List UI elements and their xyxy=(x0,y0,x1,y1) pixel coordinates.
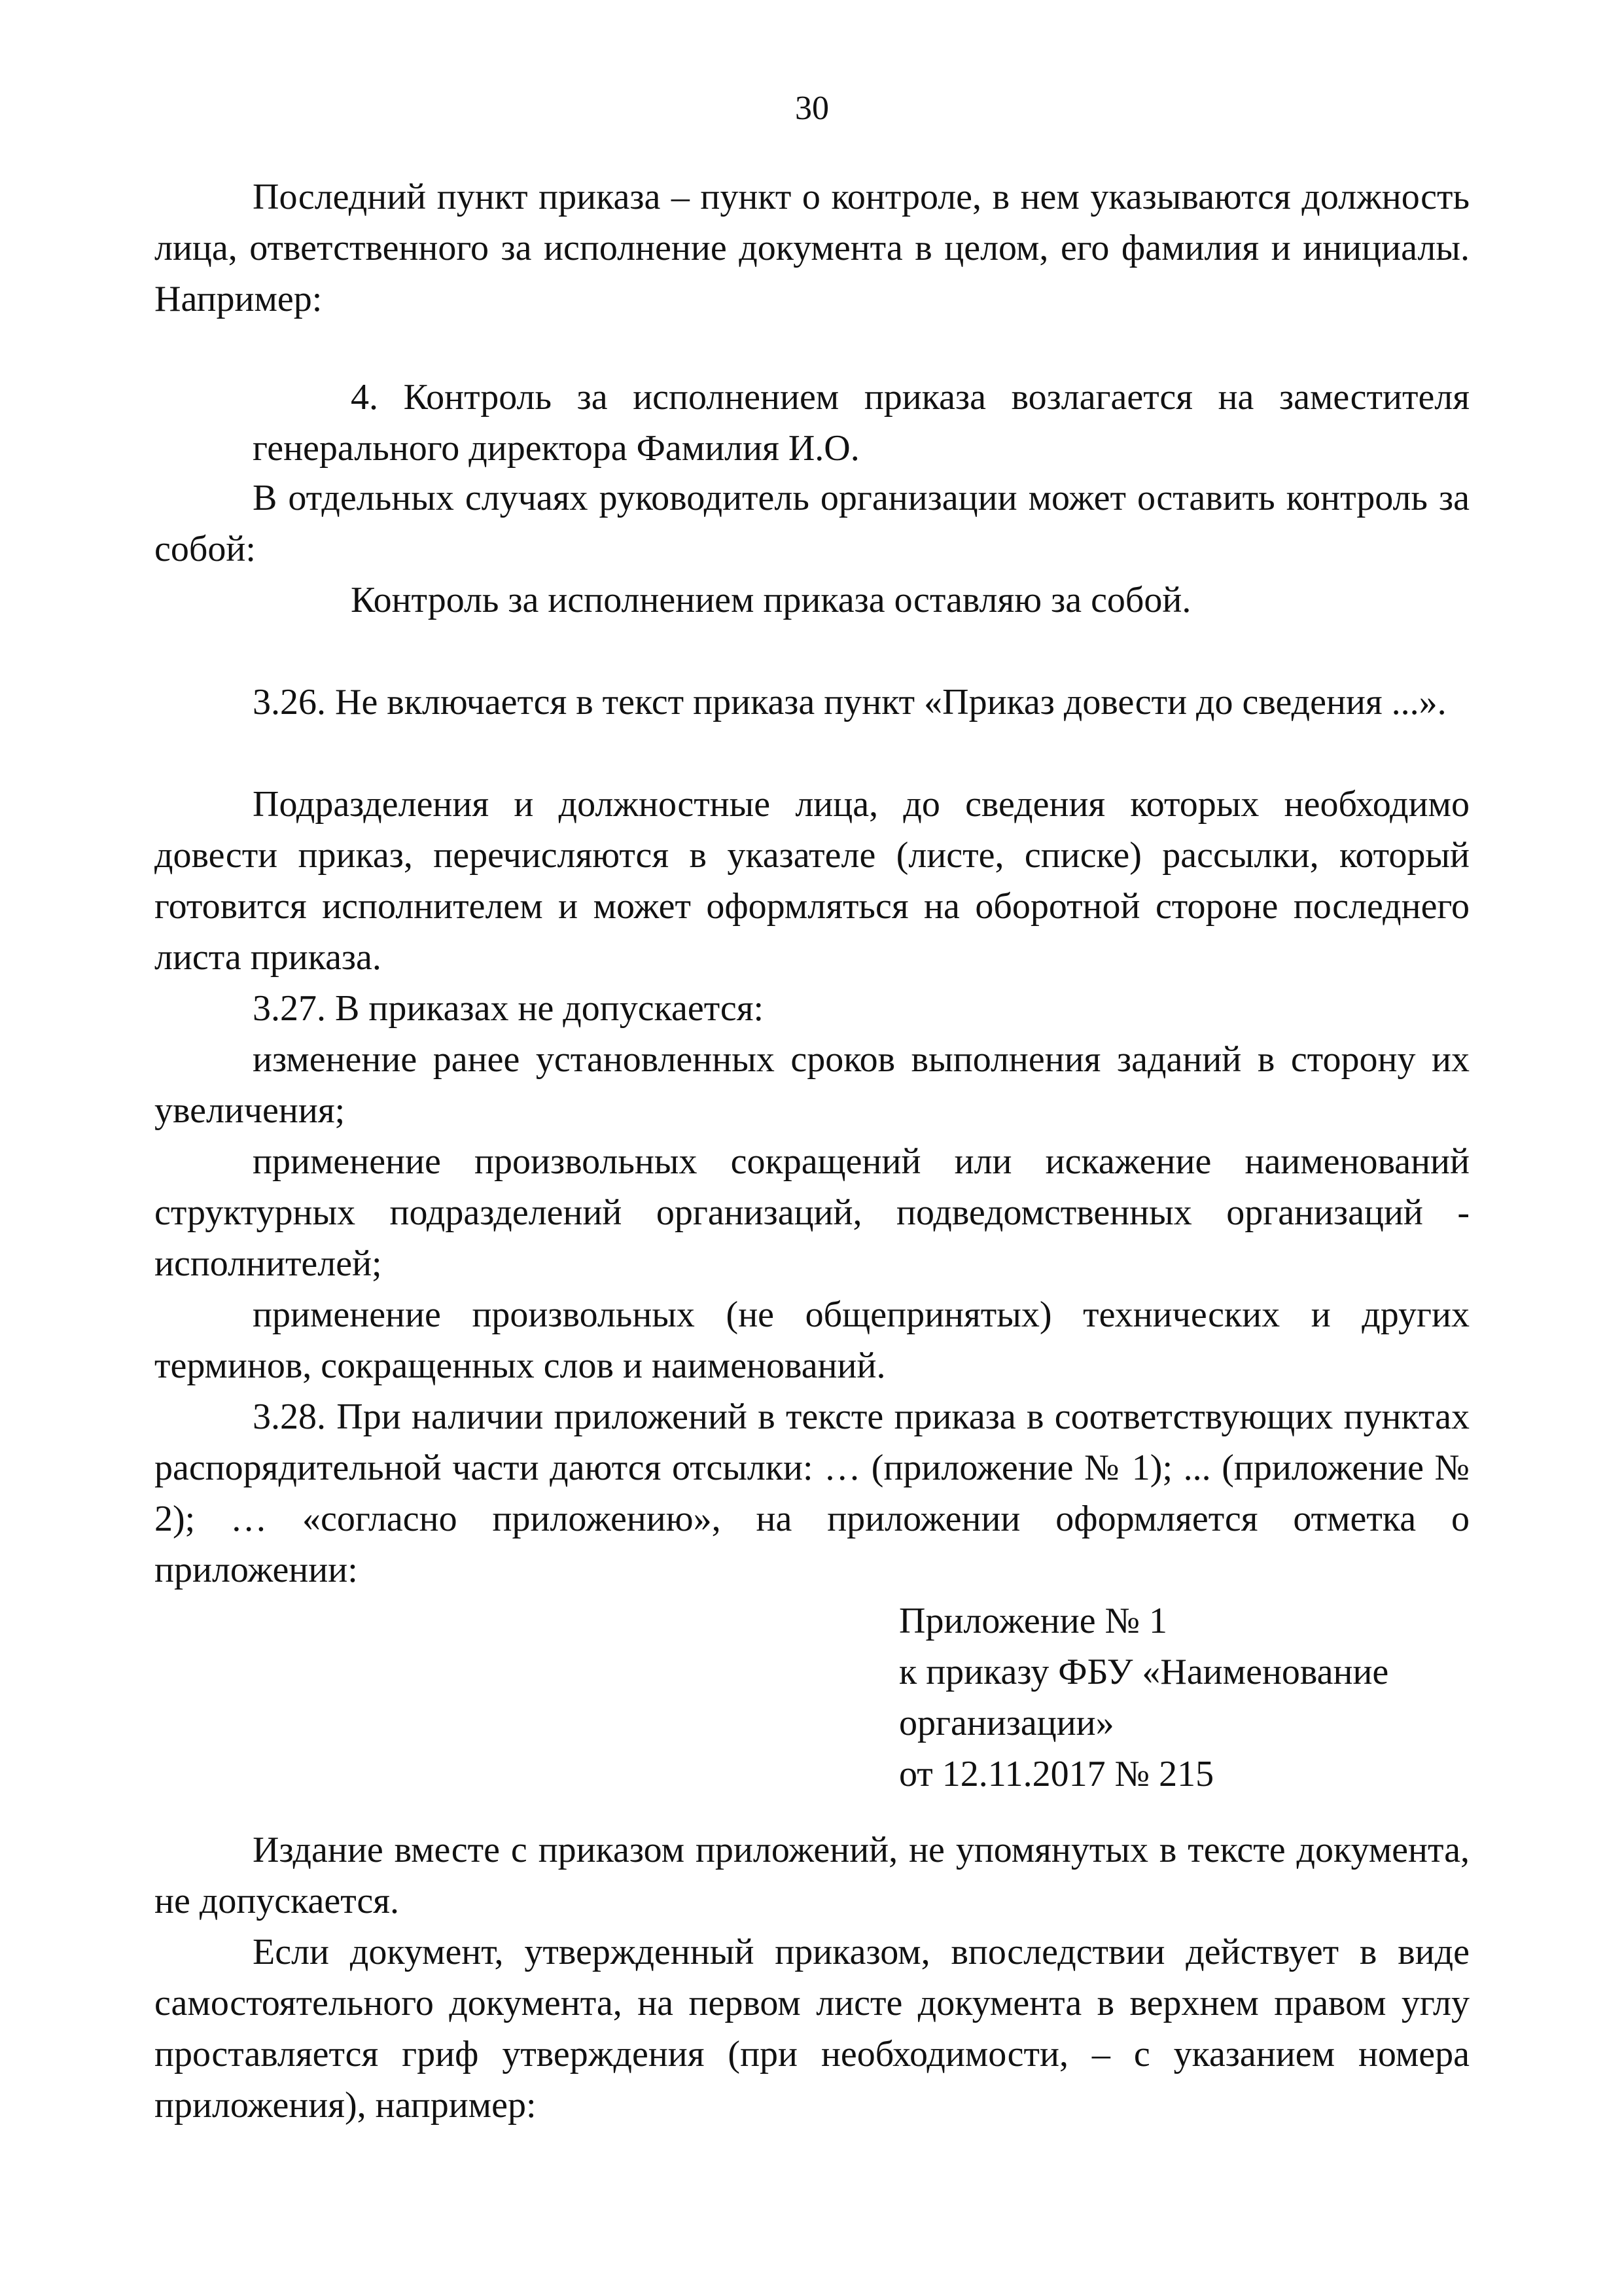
paragraph-control-clause: Последний пункт приказа – пункт о контроле, в нем указываются должность лица, ответственного за исполнение документа в целом, его фамилия и инициалы. Например: xyxy=(154,177,1470,319)
paragraph-director-control: В отдельных случаях руководитель организации может оставить контроль за собой: xyxy=(154,478,1470,569)
example-control-clause: 4. Контроль за исполнением приказа возлагается на заместителя генерального директора Фамилия И.О. xyxy=(253,377,1470,469)
paragraph-3-27: 3.27. В приказах не допускается: xyxy=(253,988,764,1029)
paragraph-terms: применение произвольных (не общепринятых) технических и других терминов, сокращенных слов и наименований. xyxy=(154,1294,1470,1386)
paragraph-distribution-list: Подразделения и должностные лица, до сведения которых необходимо довести приказ, перечисляются в указателе (листе, списке) рассылки, который готовится исполнителем и может оформляться на оборотной стороне последнего листа приказа. xyxy=(154,784,1470,978)
annex-line-number: Приложение № 1 xyxy=(899,1601,1167,1641)
paragraph-abbreviations: применение произвольных сокращений или искажение наименований структурных подразделений организаций, подведомственных организаций - исполнителей; xyxy=(154,1141,1470,1284)
annex-line-date: от 12.11.2017 № 215 xyxy=(899,1754,1214,1794)
paragraph-3-26: 3.26. Не включается в текст приказа пункт «Приказ довести до сведения ...». xyxy=(253,682,1447,722)
annex-line-order: к приказу ФБУ «Наименование xyxy=(899,1652,1389,1692)
annex-stamp xyxy=(899,1595,1488,1800)
annex-line-organization: организации» xyxy=(899,1703,1114,1743)
paragraph-3-28: 3.28. При наличии приложений в тексте приказа в соответствующих пунктах распорядительной части даются отсылки: … (приложение № 1); ... (приложение № 2); … «согласно приложению», на приложении оформляется отметка о приложении: xyxy=(154,1397,1470,1590)
example-self-control: Контроль за исполнением приказа оставляю за собой. xyxy=(351,580,1192,620)
paragraph-unmentioned-annexes: Издание вместе с приказом приложений, не упомянутых в тексте документа, не допускается. xyxy=(154,1830,1470,1921)
page-number: 30 xyxy=(795,90,829,127)
paragraph-approval-stamp: Если документ, утвержденный приказом, впоследствии действует в виде самостоятельного документа, на первом листе документа в верхнем правом углу проставляется гриф утверждения (при необходимости, – с указанием номера приложения), например: xyxy=(154,1932,1470,2126)
paragraph-deadline-change: изменение ранее установленных сроков выполнения заданий в сторону их увеличения; xyxy=(154,1039,1470,1131)
